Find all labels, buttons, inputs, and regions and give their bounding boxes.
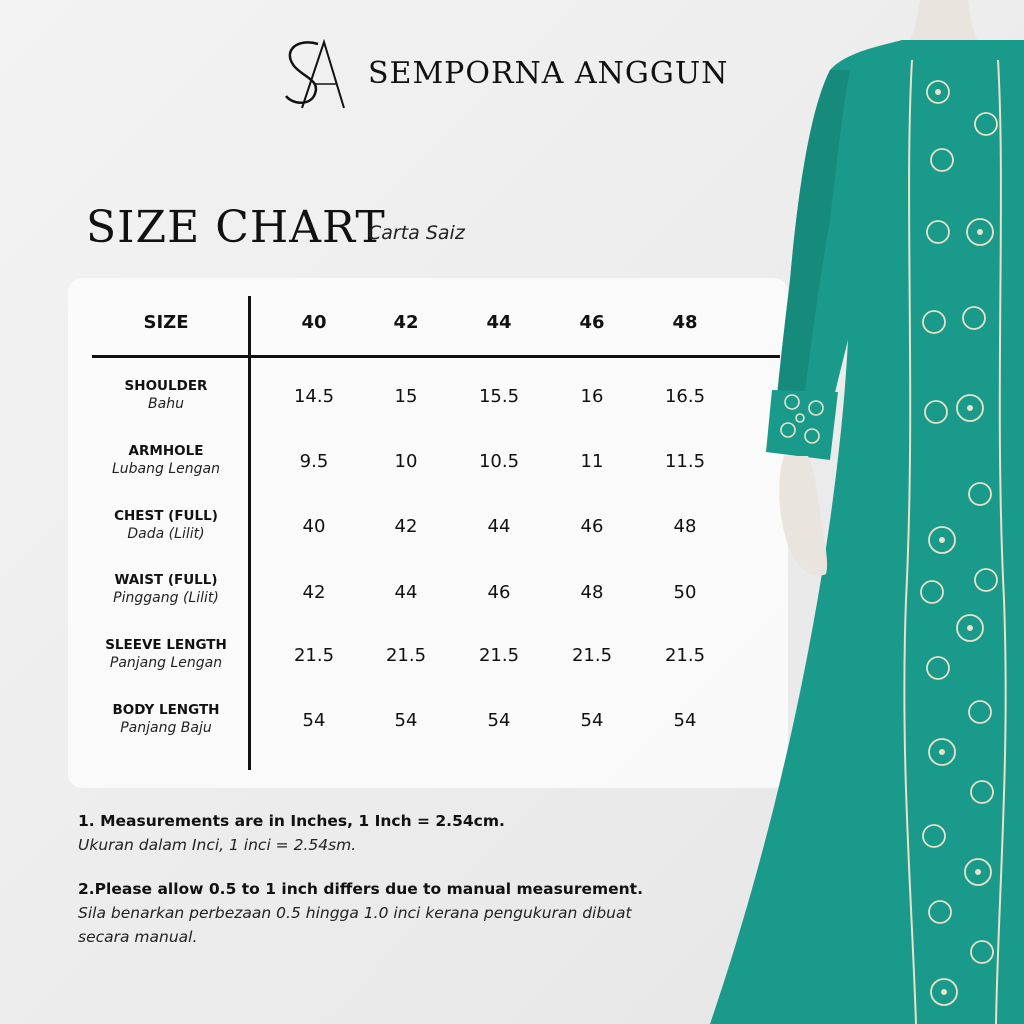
row-label-ms: Bahu — [148, 396, 184, 412]
brand-name: SEMPORNA ANGGUN — [368, 55, 729, 91]
table-cell: 44 — [394, 582, 418, 603]
row-label-ms: Lubang Lengan — [112, 461, 220, 477]
table-cell: 16.5 — [664, 386, 706, 407]
table-cell: 54 — [302, 710, 326, 731]
row-label-en: SHOULDER — [124, 378, 208, 394]
size-column-header: 44 — [486, 312, 512, 333]
table-header-size: SIZE — [143, 312, 189, 333]
note-2-translation-line-2: secara manual. — [78, 928, 198, 946]
table-cell: 11.5 — [664, 451, 706, 472]
row-label-en: SLEEVE LENGTH — [105, 637, 227, 653]
table-cell: 10.5 — [478, 451, 520, 472]
row-label-chest — [92, 508, 240, 543]
table-cell: 16 — [580, 386, 604, 407]
table-cell: 21.5 — [478, 645, 520, 666]
page-title: SIZE CHART — [86, 202, 386, 253]
row-label-en: ARMHOLE — [128, 443, 204, 459]
row-label-shoulder — [92, 378, 240, 413]
table-vertical-divider — [248, 296, 251, 770]
table-cell: 40 — [302, 516, 326, 537]
table-cell: 10 — [394, 451, 418, 472]
note-2: 2.Please allow 0.5 to 1 inch differs due to manual measurement. — [78, 880, 643, 898]
row-label-armhole — [92, 443, 240, 478]
table-cell: 50 — [673, 582, 697, 603]
row-label-en: BODY LENGTH — [112, 702, 220, 718]
size-column-header: 42 — [393, 312, 419, 333]
brand-logo — [278, 36, 348, 110]
table-cell: 15.5 — [478, 386, 520, 407]
table-cell: 42 — [394, 516, 418, 537]
row-label-en: WAIST (FULL) — [114, 572, 218, 588]
note-1: 1. Measurements are in Inches, 1 Inch = 2.54cm. — [78, 812, 505, 830]
table-cell: 54 — [673, 710, 697, 731]
table-cell: 48 — [673, 516, 697, 537]
page-subtitle: Carta Saiz — [368, 222, 465, 244]
table-cell: 46 — [487, 582, 511, 603]
row-label-ms: Panjang Baju — [120, 720, 212, 736]
dress-illustration — [680, 0, 1024, 1024]
row-label-ms: Dada (Lilit) — [127, 526, 205, 542]
table-cell: 21.5 — [571, 645, 613, 666]
size-column-header: 46 — [579, 312, 605, 333]
note-2-translation: Sila benarkan perbezaan 0.5 hingga 1.0 inci kerana pengukuran dibuat — [78, 904, 632, 922]
brand-header — [278, 36, 728, 110]
table-cell: 21.5 — [385, 645, 427, 666]
table-cell: 48 — [580, 582, 604, 603]
table-header-divider — [92, 355, 780, 358]
row-label-en: CHEST (FULL) — [114, 508, 218, 524]
table-cell: 54 — [580, 710, 604, 731]
table-cell: 14.5 — [293, 386, 335, 407]
table-cell: 21.5 — [664, 645, 706, 666]
row-label-sleeve-length — [92, 637, 240, 672]
size-column-header: 40 — [301, 312, 327, 333]
table-cell: 46 — [580, 516, 604, 537]
row-label-waist — [92, 572, 240, 607]
size-column-header: 48 — [672, 312, 698, 333]
table-cell: 11 — [580, 451, 604, 472]
table-cell: 15 — [394, 386, 418, 407]
table-cell: 21.5 — [293, 645, 335, 666]
table-cell: 54 — [487, 710, 511, 731]
table-cell: 54 — [394, 710, 418, 731]
table-cell: 42 — [302, 582, 326, 603]
table-cell: 9.5 — [299, 451, 329, 472]
row-label-ms: Pinggang (Lilit) — [113, 590, 219, 606]
row-label-body-length — [92, 702, 240, 737]
table-cell: 44 — [487, 516, 511, 537]
row-label-ms: Panjang Lengan — [109, 655, 223, 671]
note-1-translation: Ukuran dalam Inci, 1 inci = 2.54sm. — [78, 836, 357, 854]
